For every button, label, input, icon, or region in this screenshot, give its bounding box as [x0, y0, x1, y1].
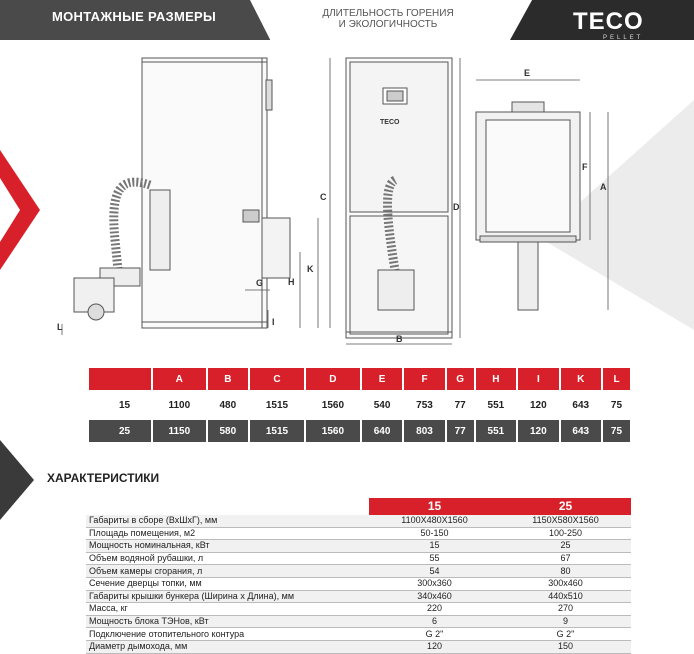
dimensions-col-f: F	[404, 368, 444, 390]
specs-value: 67	[500, 552, 631, 565]
dimensions-col-i: I	[518, 368, 558, 390]
dimensions-cell: 1150	[153, 420, 206, 442]
dim-label-e: E	[524, 68, 531, 78]
specs-value: 220	[369, 603, 500, 616]
specs-row	[86, 527, 631, 540]
dimensions-model: 25	[89, 420, 151, 442]
dim-label-a: A	[600, 182, 607, 192]
dimensions-cell: 480	[208, 394, 248, 416]
subtitle-line-1: ДЛИТЕЛЬНОСТЬ ГОРЕНИЯ	[322, 8, 454, 19]
boiler-drawings	[0, 40, 694, 360]
specs-row	[86, 577, 631, 590]
specs-label: Сечение дверцы топки, мм	[86, 577, 369, 590]
dimensions-cell: 643	[561, 420, 601, 442]
dimensions-col-b: B	[208, 368, 248, 390]
dimensions-table	[87, 368, 632, 442]
dim-label-i: I	[272, 317, 275, 327]
specs-value: G 2"	[369, 628, 500, 641]
specs-table	[86, 498, 631, 654]
dim-label-g: G	[256, 278, 264, 288]
specs-header-model-25: 25	[500, 498, 631, 515]
dimensions-model: 15	[89, 394, 151, 416]
dimensions-cell: 75	[603, 394, 630, 416]
dimensions-header-blank	[89, 368, 151, 390]
dimensions-cell: 580	[208, 420, 248, 442]
specs-row	[86, 628, 631, 641]
dimensions-cell: 1560	[306, 420, 360, 442]
specs-label: Масса, кг	[86, 603, 369, 616]
specs-value: 50-150	[369, 527, 500, 540]
specs-label: Площадь помещения, м2	[86, 527, 369, 540]
dimensions-col-k: K	[561, 368, 601, 390]
specs-header-model-15: 15	[369, 498, 500, 515]
specs-value: 9	[500, 615, 631, 628]
specs-header-row	[86, 498, 631, 515]
specs-row	[86, 565, 631, 578]
dim-label-h: H	[288, 277, 295, 287]
specs-row	[86, 615, 631, 628]
dimensions-cell: 753	[404, 394, 444, 416]
decor-gray-triangle	[0, 440, 34, 520]
specs-label: Подключение отопительного контура	[86, 628, 369, 641]
specs-header-blank	[86, 498, 369, 515]
specs-title: ХАРАКТЕРИСТИКИ	[47, 471, 160, 485]
dim-label-k: K	[307, 264, 314, 274]
specs-row	[86, 552, 631, 565]
logo-subtitle: PELLET	[603, 35, 644, 41]
dim-label-b: B	[396, 334, 403, 344]
specs-value: 55	[369, 552, 500, 565]
specs-label: Габариты в сборе (ВхШхГ), мм	[86, 515, 369, 527]
dimensions-col-d: D	[306, 368, 360, 390]
specs-value: 120	[369, 640, 500, 653]
specs-value: 54	[369, 565, 500, 578]
specs-value: 300х360	[369, 577, 500, 590]
dimensions-row-25	[89, 420, 630, 442]
specs-label: Диаметр дымохода, мм	[86, 640, 369, 653]
dimensions-header-row	[89, 368, 630, 390]
specs-row	[86, 603, 631, 616]
dimensions-cell: 1560	[306, 394, 360, 416]
dim-label-l: L	[57, 322, 63, 332]
front-brand-mark: TECO	[380, 119, 400, 126]
dimensions-col-e: E	[362, 368, 402, 390]
specs-value: 100-250	[500, 527, 631, 540]
dimensions-cell: 540	[362, 394, 402, 416]
specs-label: Объем камеры сгорания, л	[86, 565, 369, 578]
specs-value: 340х460	[369, 590, 500, 603]
dim-label-c: C	[320, 192, 327, 202]
dimensions-cell: 120	[518, 394, 558, 416]
dim-label-f: F	[582, 162, 588, 172]
specs-value: 270	[500, 603, 631, 616]
front-view	[346, 58, 452, 338]
dimensions-cell: 643	[561, 394, 601, 416]
rear-view	[476, 102, 580, 310]
dimensions-col-a: A	[153, 368, 206, 390]
specs-label: Мощность блока ТЭНов, кВт	[86, 615, 369, 628]
dimensions-cell: 77	[447, 394, 474, 416]
specs-row	[86, 640, 631, 653]
specs-label: Мощность номинальная, кВт	[86, 540, 369, 553]
specs-value: 1150Х580Х1560	[500, 515, 631, 527]
dimensions-cell: 1100	[153, 394, 206, 416]
specs-value: 80	[500, 565, 631, 578]
dimensions-cell: 1515	[250, 420, 304, 442]
dimensions-cell: 1515	[250, 394, 304, 416]
dimensions-cell: 120	[518, 420, 558, 442]
subtitle-line-2: И ЭКОЛОГИЧНОСТЬ	[338, 19, 438, 30]
specs-value: 25	[500, 540, 631, 553]
specs-value: G 2"	[500, 628, 631, 641]
dimensions-cell: 75	[603, 420, 630, 442]
specs-value: 440х510	[500, 590, 631, 603]
teco-logo: TECO	[573, 8, 644, 35]
dim-label-d: D	[453, 202, 460, 212]
page-title: МОНТАЖНЫЕ РАЗМЕРЫ	[52, 9, 217, 24]
dimensions-cell: 77	[447, 420, 474, 442]
specs-value: 1100Х480Х1560	[369, 515, 500, 527]
dimensions-cell: 640	[362, 420, 402, 442]
dimensions-row-15	[89, 394, 630, 416]
specs-label: Габариты крышки бункера (Ширина х Длина), мм	[86, 590, 369, 603]
dimensions-col-c: C	[250, 368, 304, 390]
dimensions-cell: 803	[404, 420, 444, 442]
specs-value: 150	[500, 640, 631, 653]
dimensions-col-h: H	[476, 368, 516, 390]
dimensions-cell: 551	[476, 420, 516, 442]
dimensions-col-g: G	[447, 368, 474, 390]
dimensions-col-l: L	[603, 368, 630, 390]
dimensions-cell: 551	[476, 394, 516, 416]
specs-row	[86, 540, 631, 553]
specs-value: 300х460	[500, 577, 631, 590]
specs-row	[86, 515, 631, 527]
specs-value: 15	[369, 540, 500, 553]
specs-label: Объем водяной рубашки, л	[86, 552, 369, 565]
specs-value: 6	[369, 615, 500, 628]
specs-row	[86, 590, 631, 603]
